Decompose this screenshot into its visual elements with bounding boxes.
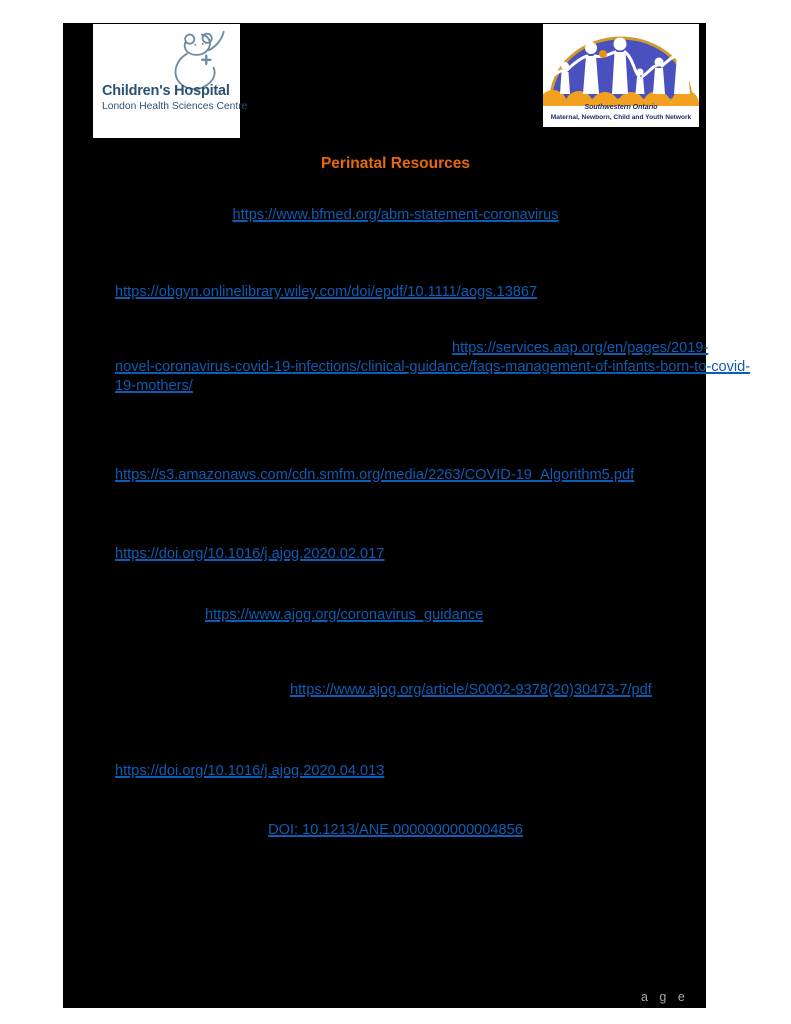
childrens-hospital-subname: London Health Sciences Centre [102,101,248,112]
childrens-hospital-logo [93,24,248,138]
link-smfm-covid-algorithm[interactable]: https://s3.amazonaws.com/cdn.smfm.org/media/2263/COVID-19_Algorithm5.pdf [115,467,635,483]
network-name-line1: Southwestern Ontario [584,104,658,111]
link-bfmed-abm-statement[interactable]: https://www.bfmed.org/abm-statement-coronavirus [232,207,559,223]
link-ajog-coronavirus-guidance[interactable]: https://www.ajog.org/coronavirus_guidance [205,607,484,623]
page-title: Perinatal Resources [320,155,471,172]
network-name-line2: Maternal, Newborn, Child and Youth Network [550,114,692,121]
network-logo [543,24,699,127]
link-aap-line3[interactable]: 19-mothers/ [115,378,193,394]
childrens-hospital-name: Children's Hospital [102,83,230,99]
link-aap-line1[interactable]: https://services.aap.org/en/pages/2019- [452,340,709,356]
footer-page-label: a g e [641,990,689,1004]
link-wiley-aogs[interactable]: https://obgyn.onlinelibrary.wiley.com/doi/epdf/10.1111/aogs.13867 [115,284,538,300]
link-ajog-article-pdf[interactable]: https://www.ajog.org/article/S0002-9378(20)30473-7/pdf [290,682,652,698]
link-ane-doi[interactable]: DOI: 10.1213/ANE.0000000000004856 [268,822,523,838]
link-aap-line2[interactable]: novel-coronavirus-covid-19-infections/clinical-guidance/faqs-management-of-infants-born-to-covid- [115,359,751,375]
link-ajog-doi-apr[interactable]: https://doi.org/10.1016/j.ajog.2020.04.013 [115,763,385,779]
family-under-dome-icon [543,26,699,106]
link-ajog-doi-feb[interactable]: https://doi.org/10.1016/j.ajog.2020.02.017 [115,546,385,562]
